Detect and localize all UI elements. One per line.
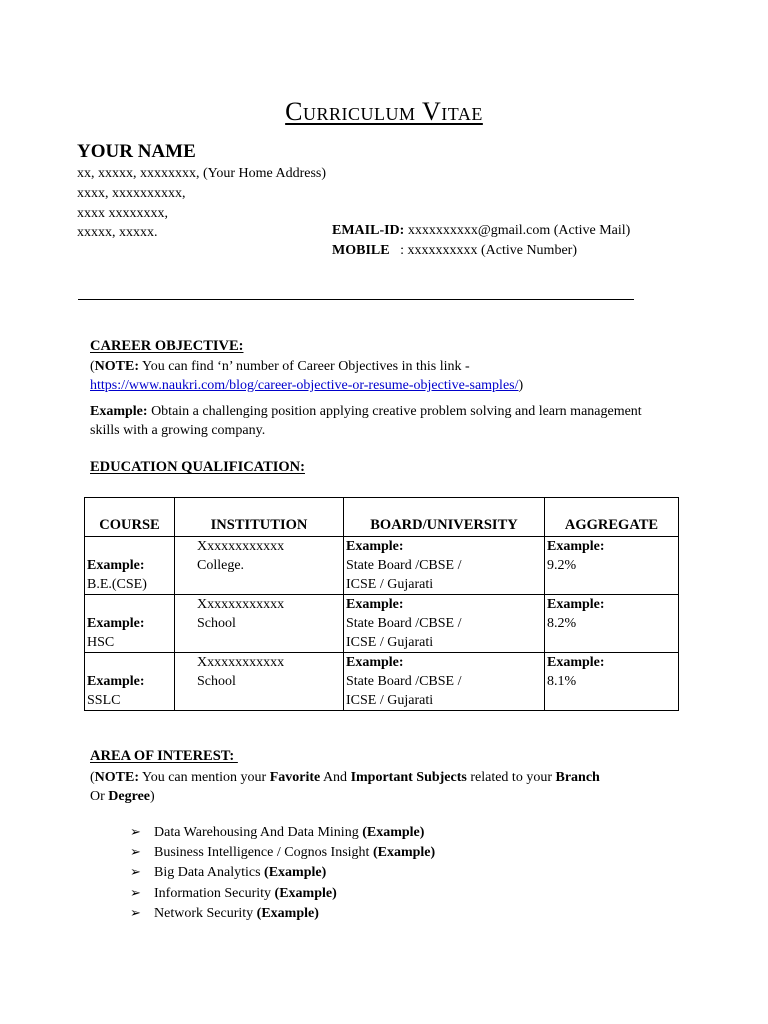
interest-tag: (Example)	[256, 905, 319, 921]
course-value: B.E.(CSE)	[87, 577, 147, 592]
board-line-2: ICSE / Gujarati	[346, 693, 434, 708]
aggregate-value: 8.2%	[547, 616, 577, 631]
board-cell	[344, 653, 545, 711]
career-note-text: You can find ‘n’ number of Career Objectives in this link -	[139, 359, 470, 374]
course-label: Example:	[87, 674, 145, 689]
board-cell	[344, 537, 545, 595]
course-cell	[85, 537, 175, 595]
institution-cell	[175, 653, 344, 711]
course-label: Example:	[87, 558, 145, 573]
interest-text: Big Data Analytics	[154, 865, 265, 881]
aggregate-label: Example:	[547, 597, 605, 612]
aggregate-value: 9.2%	[547, 558, 577, 573]
interest-text: Business Intelligence / Cognos Insight	[154, 845, 373, 861]
mobile-line	[332, 243, 577, 259]
interest-heading: AREA OF INTEREST:	[90, 748, 238, 764]
interest-tag: (Example)	[372, 845, 436, 861]
career-note	[90, 357, 690, 395]
list-item	[130, 903, 435, 923]
interest-tag: (Example)	[274, 885, 337, 901]
course-cell	[85, 595, 175, 653]
interest-list	[130, 822, 435, 923]
interest-note-t1: You can mention your	[139, 770, 270, 785]
institution-type: School	[197, 674, 236, 689]
board-line-1: State Board /CBSE /	[346, 674, 462, 689]
career-note-close: )	[518, 378, 524, 393]
institution-cell	[175, 595, 344, 653]
aggregate-cell	[545, 653, 679, 711]
career-example-text: Obtain a challenging position applying creative problem solving and learn management skills with a growing company.	[90, 404, 642, 438]
document-title: Curriculum Vitae	[285, 97, 483, 126]
address-line-3: xxxx xxxxxxxx,	[77, 206, 168, 221]
education-table	[84, 497, 679, 711]
interest-note-close: )	[150, 789, 155, 804]
institution-name: Xxxxxxxxxxxx	[197, 597, 285, 612]
email-label: EMAIL-ID:	[332, 223, 405, 238]
aggregate-value: 8.1%	[547, 674, 577, 689]
interest-note	[90, 768, 690, 806]
aggregate-label: Example:	[547, 539, 605, 554]
institution-type: College.	[197, 558, 245, 573]
header-divider	[78, 299, 634, 300]
address-line-2: xxxx, xxxxxxxxxx,	[77, 186, 186, 201]
aggregate-cell	[545, 537, 679, 595]
table-row	[85, 537, 679, 595]
aggregate-cell	[545, 595, 679, 653]
interest-note-t2: And	[320, 770, 351, 785]
board-cell	[344, 595, 545, 653]
address-line-4: xxxxx, xxxxx.	[77, 225, 158, 240]
arrow-bullet-icon: ➢	[130, 864, 141, 880]
board-line-1: State Board /CBSE /	[346, 616, 462, 631]
document-title-wrap	[0, 97, 768, 127]
interest-note-b4: Degree	[108, 789, 150, 804]
interest-text: Data Warehousing And Data Mining	[154, 825, 363, 840]
mobile-label: MOBILE	[332, 243, 390, 258]
education-table-header	[85, 498, 679, 537]
header-aggregate: AGGREGATE	[545, 498, 679, 537]
list-item	[130, 883, 435, 903]
interest-note-b2: Important Subjects	[350, 770, 467, 785]
interest-text: Information Security	[154, 885, 275, 901]
interest-note-label: NOTE:	[94, 770, 140, 785]
arrow-bullet-icon: ➢	[130, 884, 141, 900]
career-example	[90, 402, 670, 440]
board-line-2: ICSE / Gujarati	[346, 635, 434, 650]
board-line-1: State Board /CBSE /	[346, 558, 462, 573]
header-board: BOARD/UNIVERSITY	[344, 498, 545, 537]
list-item	[130, 822, 435, 842]
institution-name: Xxxxxxxxxxxx	[197, 655, 285, 670]
interest-note-b1: Favorite	[269, 770, 321, 785]
header-institution: INSTITUTION	[175, 498, 344, 537]
career-note-open: (	[90, 359, 95, 374]
list-item	[130, 842, 435, 862]
interest-tag: (Example)	[264, 865, 327, 881]
header-course: COURSE	[85, 498, 175, 537]
candidate-name: YOUR NAME	[77, 141, 196, 162]
aggregate-label: Example:	[547, 655, 605, 670]
course-label: Example:	[87, 616, 145, 631]
address-line-1: xx, xxxxx, xxxxxxxx, (Your Home Address)	[77, 166, 327, 181]
course-cell	[85, 653, 175, 711]
career-example-label: Example:	[90, 404, 148, 419]
interest-text: Network Security	[154, 905, 257, 921]
email-line	[332, 223, 630, 239]
interest-note-t3: related to your	[466, 770, 556, 785]
institution-type: School	[197, 616, 236, 631]
institution-cell	[175, 537, 344, 595]
board-label: Example:	[346, 655, 404, 670]
board-label: Example:	[346, 539, 404, 554]
mobile-value: : xxxxxxxxxx (Active Number)	[400, 243, 577, 258]
career-objective-heading: CAREER OBJECTIVE:	[90, 338, 244, 354]
career-note-label: NOTE:	[94, 359, 140, 374]
career-objective-link[interactable]: https://www.naukri.com/blog/career-objective-or-resume-objective-samples/	[90, 378, 519, 393]
email-value: xxxxxxxxxx@gmail.com (Active Mail)	[407, 223, 631, 238]
arrow-bullet-icon: ➢	[130, 904, 141, 920]
interest-note-t4: Or	[90, 789, 109, 804]
interest-note-open: (	[90, 770, 95, 785]
board-label: Example:	[346, 597, 404, 612]
interest-note-b3: Branch	[555, 770, 600, 785]
board-line-2: ICSE / Gujarati	[346, 577, 434, 592]
table-row	[85, 595, 679, 653]
education-heading: EDUCATION QUALIFICATION:	[90, 459, 305, 475]
interest-tag: (Example)	[362, 825, 425, 840]
table-row	[85, 653, 679, 711]
course-value: SSLC	[87, 693, 121, 708]
course-value: HSC	[87, 635, 115, 650]
arrow-bullet-icon: ➢	[130, 844, 141, 860]
arrow-bullet-icon: ➢	[130, 824, 141, 839]
list-item	[130, 862, 435, 882]
institution-name: Xxxxxxxxxxxx	[197, 539, 285, 554]
